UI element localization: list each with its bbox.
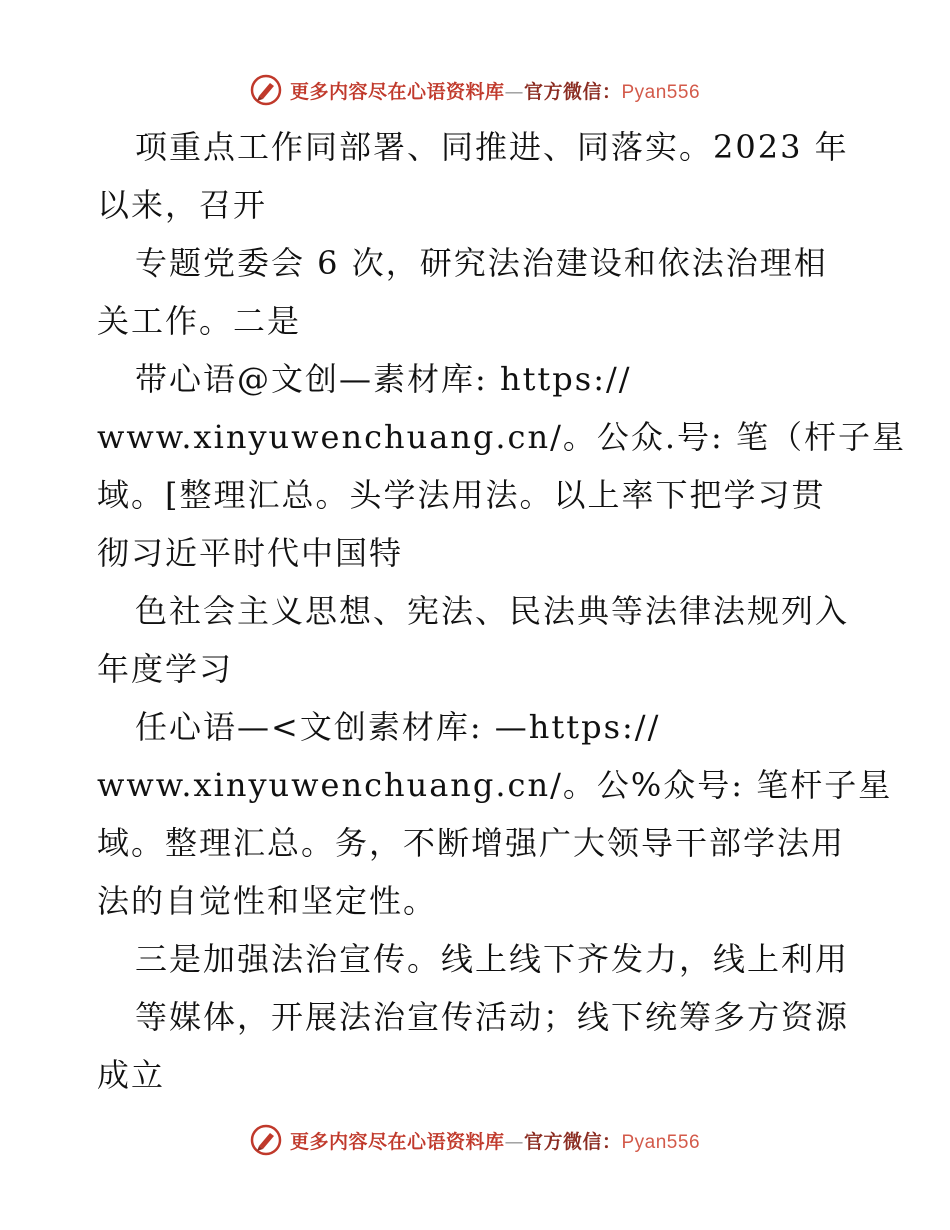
banner-wechat-id: Pyan556 xyxy=(621,1131,701,1153)
text-line: 年度学习 xyxy=(97,650,234,688)
banner-wechat-id: Pyan556 xyxy=(621,81,701,103)
text-line: 域。整理汇总。务，不断增强广大领导干部学法用 xyxy=(97,824,846,862)
text-line: 成立 xyxy=(97,1056,166,1094)
banner-main: 更多内容尽在心语资料库 xyxy=(289,1130,505,1153)
footer-banner xyxy=(0,1122,950,1158)
banner-main: 更多内容尽在心语资料库 xyxy=(289,80,505,103)
header-banner xyxy=(0,72,950,108)
text-line: 任心语—<文创素材库: —https:// xyxy=(135,708,661,746)
banner-text xyxy=(290,77,700,104)
banner-official: 官方微信： xyxy=(523,80,622,103)
pen-logo-icon xyxy=(250,1124,282,1156)
document-body xyxy=(97,118,906,1104)
banner-official: 官方微信： xyxy=(523,1130,622,1153)
text-line: www.xinyuwenchuang.cn/。公%众号: 笔杆子星 xyxy=(97,766,893,804)
text-line: 以来，召开 xyxy=(97,186,268,224)
banner-separator: — xyxy=(504,1130,524,1153)
text-line: 彻习近平时代中国特 xyxy=(97,534,404,572)
text-line: www.xinyuwenchuang.cn/。公众.号: 笔（杆子星 xyxy=(97,418,906,456)
text-line: 带心语@文创—素材库: https:// xyxy=(135,360,632,398)
text-line: 专题党委会 6 次，研究法治建设和依法治理相 xyxy=(135,244,828,282)
text-line: 项重点工作同部署、同推进、同落实。2023 年 xyxy=(135,128,849,166)
pen-logo-icon xyxy=(250,74,282,106)
banner-text xyxy=(290,1127,700,1154)
text-line: 域。[整理汇总。头学法用法。以上率下把学习贯 xyxy=(97,476,826,514)
text-line: 三是加强法治宣传。线上线下齐发力，线上利用 xyxy=(135,940,850,978)
banner-separator: — xyxy=(504,80,524,103)
text-line: 法的自觉性和坚定性。 xyxy=(97,882,438,920)
text-line: 等媒体，开展法治宣传活动；线下统筹多方资源 xyxy=(135,998,850,1036)
text-line: 色社会主义思想、宪法、民法典等法律法规列入 xyxy=(135,592,850,630)
text-line: 关工作。二是 xyxy=(97,302,302,340)
